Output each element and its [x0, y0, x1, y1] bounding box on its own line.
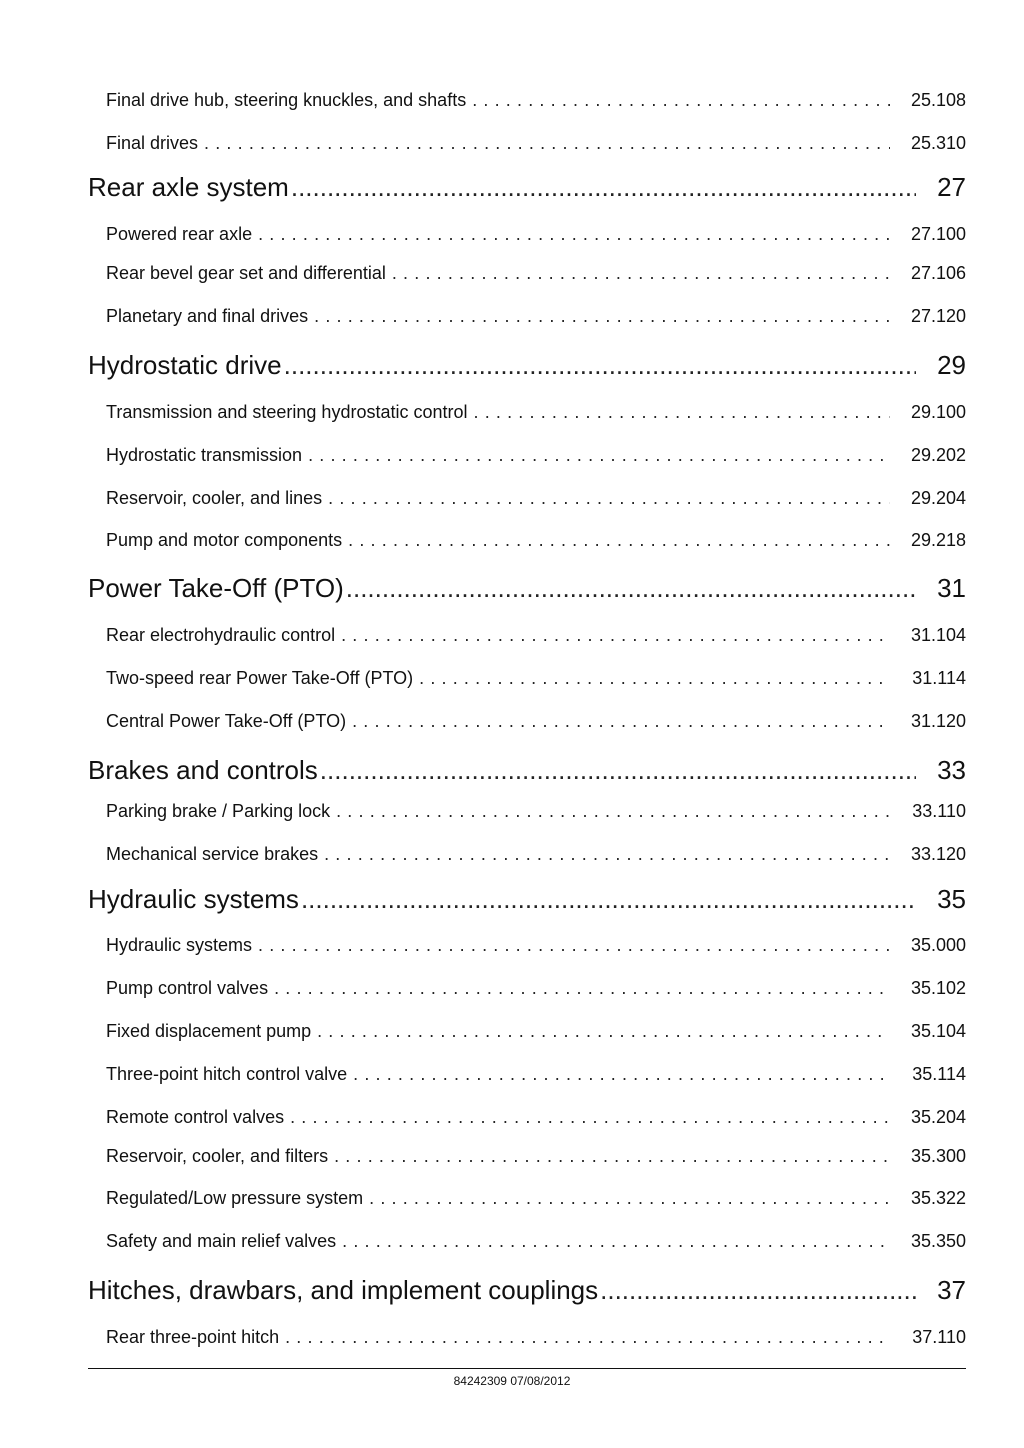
toc-entry-title: Rear electrohydraulic control — [106, 625, 336, 645]
toc-section-hydraulic-systems[interactable] — [88, 884, 966, 915]
toc-entry[interactable] — [106, 1231, 966, 1252]
dot-leader — [336, 801, 890, 822]
dot-leader — [341, 625, 890, 646]
toc-entry-page: 25.310 — [910, 133, 966, 153]
toc-entry-page: 29.202 — [910, 445, 966, 465]
toc-entry-title: Transmission and steering hydrostatic control — [106, 402, 468, 422]
toc-entry-title: Remote control valves — [106, 1107, 285, 1127]
toc-entry-title: Reservoir, cooler, and filters — [106, 1146, 329, 1166]
toc-entry[interactable] — [106, 402, 966, 423]
toc-entry[interactable] — [106, 935, 966, 956]
dot-leader — [308, 445, 890, 466]
toc-entry-page: 35.350 — [910, 1231, 966, 1251]
toc-section-brakes-and-controls[interactable] — [88, 755, 966, 786]
dot-leader — [346, 573, 916, 604]
toc-section-title: Hydrostatic drive — [88, 350, 282, 380]
toc-entry[interactable] — [106, 488, 966, 509]
toc-entry-page: 35.102 — [910, 978, 966, 998]
toc-section-title: Hitches, drawbars, and implement couplings — [88, 1275, 599, 1305]
toc-entry[interactable] — [106, 90, 966, 111]
dot-leader — [419, 668, 890, 689]
toc-entry[interactable] — [106, 978, 966, 999]
dot-leader — [291, 172, 916, 203]
toc-entry-title: Central Power Take-Off (PTO) — [106, 711, 347, 731]
toc-entry-page: 27.100 — [910, 224, 966, 244]
toc-entry[interactable] — [106, 1021, 966, 1042]
dot-leader — [204, 133, 890, 154]
toc-entry[interactable] — [106, 530, 966, 551]
dot-leader — [274, 978, 890, 999]
dot-leader — [600, 1275, 916, 1306]
dot-leader — [314, 306, 890, 327]
toc-entry-page: 27.106 — [910, 263, 966, 283]
dot-leader — [348, 530, 890, 551]
toc-entry-title: Reservoir, cooler, and lines — [106, 488, 323, 508]
toc-entry-page: 25.108 — [910, 90, 966, 110]
toc-entry[interactable] — [106, 306, 966, 327]
toc-entry[interactable] — [106, 801, 966, 822]
toc-entry-page: 35.204 — [910, 1107, 966, 1127]
toc-entry-page: 33.120 — [910, 844, 966, 864]
toc-section-page: 35 — [937, 884, 966, 914]
toc-entry-title: Parking brake / Parking lock — [106, 801, 331, 821]
toc-entry-page: 33.110 — [912, 801, 966, 821]
toc-entry-page: 37.110 — [912, 1327, 966, 1347]
toc-entry-title: Hydraulic systems — [106, 935, 253, 955]
toc-entry-title: Pump control valves — [106, 978, 269, 998]
toc-section-title: Power Take-Off (PTO) — [88, 573, 344, 603]
dot-leader — [472, 90, 890, 111]
toc-entry[interactable] — [106, 263, 966, 284]
dot-leader — [301, 884, 916, 915]
toc-entry-title: Two-speed rear Power Take-Off (PTO) — [106, 668, 414, 688]
toc-section-title: Hydraulic systems — [88, 884, 299, 914]
toc-entry-title: Fixed displacement pump — [106, 1021, 312, 1041]
toc-entry-title: Regulated/Low pressure system — [106, 1188, 364, 1208]
toc-entry[interactable] — [106, 844, 966, 865]
toc-entry[interactable] — [106, 1146, 966, 1167]
toc-entry[interactable] — [106, 133, 966, 154]
dot-leader — [334, 1146, 890, 1167]
toc-entry-title: Mechanical service brakes — [106, 844, 319, 864]
dot-leader — [324, 844, 890, 865]
toc-section-hydrostatic-drive[interactable] — [88, 350, 966, 381]
toc-entry-title: Final drives — [106, 133, 199, 153]
toc-entry-page: 35.000 — [910, 935, 966, 955]
dot-leader — [352, 711, 890, 732]
toc-entry-page: 29.218 — [910, 530, 966, 550]
toc-entry-title: Pump and motor components — [106, 530, 343, 550]
toc-entry-title: Final drive hub, steering knuckles, and shafts — [106, 90, 467, 110]
dot-leader — [284, 350, 916, 381]
toc-entry[interactable] — [106, 625, 966, 646]
toc-section-page: 37 — [937, 1275, 966, 1305]
toc-section-page: 27 — [937, 172, 966, 202]
toc-entry[interactable] — [106, 1188, 966, 1209]
toc-section-hitches-drawbars[interactable] — [88, 1275, 966, 1306]
dot-leader — [258, 935, 890, 956]
dot-leader — [290, 1107, 890, 1128]
toc-entry[interactable] — [106, 1107, 966, 1128]
toc-entry-page: 31.120 — [910, 711, 966, 731]
toc-section-power-take-off[interactable] — [88, 573, 966, 604]
footer-divider — [88, 1368, 966, 1369]
toc-section-title: Brakes and controls — [88, 755, 318, 785]
dot-leader — [353, 1064, 890, 1085]
toc-entry-title: Powered rear axle — [106, 224, 253, 244]
toc-entry-page: 29.100 — [910, 402, 966, 422]
toc-entry[interactable] — [106, 224, 966, 245]
toc-section-page: 31 — [937, 573, 966, 603]
toc-entry[interactable] — [106, 1064, 966, 1085]
toc-entry[interactable] — [106, 445, 966, 466]
dot-leader — [474, 402, 891, 423]
dot-leader — [285, 1327, 890, 1348]
dot-leader — [328, 488, 890, 509]
toc-entry-page: 31.104 — [910, 625, 966, 645]
dot-leader — [320, 755, 916, 786]
dot-leader — [258, 224, 890, 245]
dot-leader — [317, 1021, 890, 1042]
toc-entry-page: 27.120 — [910, 306, 966, 326]
toc-entry-title: Rear three-point hitch — [106, 1327, 280, 1347]
toc-entry[interactable] — [106, 711, 966, 732]
toc-entry-title: Rear bevel gear set and differential — [106, 263, 386, 283]
toc-entry-page: 35.322 — [910, 1188, 966, 1208]
toc-section-page: 33 — [937, 755, 966, 785]
toc-entry-page: 35.300 — [910, 1146, 966, 1166]
toc-entry-title: Safety and main relief valves — [106, 1231, 337, 1251]
toc-section-page: 29 — [937, 350, 966, 380]
toc-entry-title: Planetary and final drives — [106, 306, 309, 326]
toc-entry-page: 29.204 — [910, 488, 966, 508]
dot-leader — [392, 263, 890, 284]
dot-leader — [342, 1231, 890, 1252]
toc-entry-title: Three-point hitch control valve — [106, 1064, 348, 1084]
toc-entry[interactable] — [106, 1327, 966, 1348]
toc-section-rear-axle-system[interactable] — [88, 172, 966, 203]
toc-entry-page: 35.104 — [910, 1021, 966, 1041]
footer-doc-reference: 84242309 07/08/2012 — [453, 1374, 571, 1388]
toc-entry-title: Hydrostatic transmission — [106, 445, 303, 465]
toc-entry-page: 31.114 — [912, 668, 966, 688]
toc-section-title: Rear axle system — [88, 172, 289, 202]
toc-entry[interactable] — [106, 668, 966, 689]
dot-leader — [369, 1188, 890, 1209]
toc-entry-page: 35.114 — [912, 1064, 966, 1084]
